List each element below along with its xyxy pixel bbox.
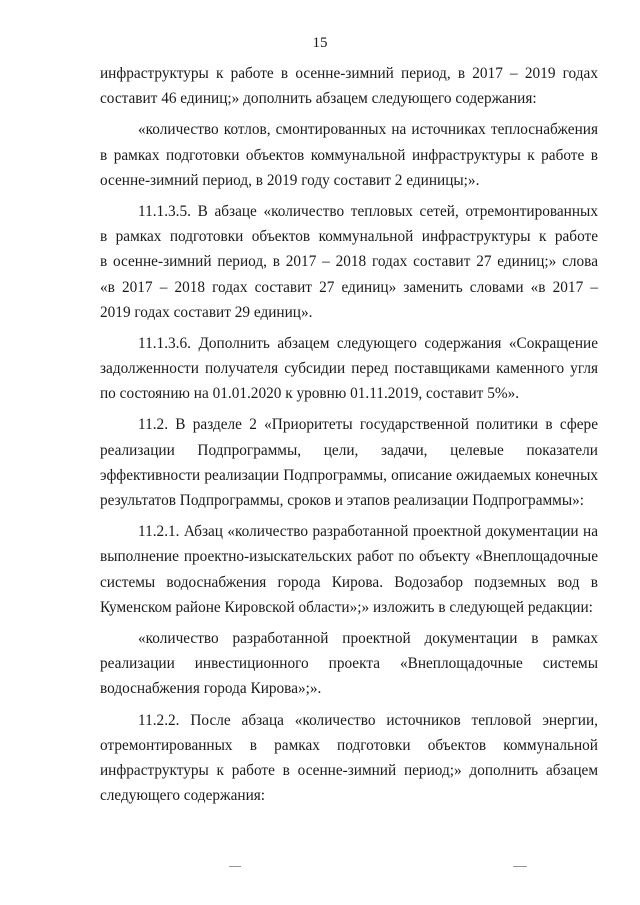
text-line: задолженности получателя субсидии перед поставщиками каменного угля xyxy=(100,360,598,378)
text-line: составит 46 единиц;» дополнить абзацем следующего содержания: xyxy=(100,90,537,108)
text-line: отремонтированных в рамках подготовки объектов коммунальной xyxy=(100,736,598,754)
text-line: в осенне-зимний период, в 2017 – 2018 годах составит 27 единиц;» слова xyxy=(100,253,598,271)
text-line: 11.2. В разделе 2 «Приоритеты государственной политики в сфере xyxy=(138,416,598,434)
paragraph xyxy=(100,519,598,620)
paragraph xyxy=(100,412,598,513)
scan-artifact xyxy=(513,866,527,867)
text-line: системы водоснабжения города Кирова. Водозабор подземных вод в xyxy=(100,573,598,591)
text-line: 11.2.1. Абзац «количество разработанной проектной документации на xyxy=(138,523,598,541)
paragraph xyxy=(100,626,598,702)
text-line: следующего содержания: xyxy=(100,787,266,805)
text-line: инфраструктуры к работе в осенне-зимний период;» дополнить абзацем xyxy=(100,761,598,779)
text-line: «количество котлов, смонтированных на источниках теплоснабжения xyxy=(138,121,598,139)
text-line: «в 2017 – 2018 годах составит 27 единиц» заменить словами «в 2017 – xyxy=(100,278,598,296)
text-line: 11.1.3.5. В абзаце «количество тепловых сетей, отремонтированных xyxy=(138,202,598,220)
text-line: 11.1.3.6. Дополнить абзацем следующего содержания «Сокращение xyxy=(138,334,598,352)
text-line: реализации Подпрограммы, цели, задачи, целевые показатели xyxy=(100,441,598,459)
text-line: осенне-зимний период, в 2019 году составит 2 единицы;». xyxy=(100,171,480,189)
text-line: в рамках подготовки объектов коммунальной инфраструктуры к работе в xyxy=(100,146,598,164)
document-body xyxy=(100,61,598,808)
text-line: в рамках подготовки объектов коммунальной инфраструктуры к работе xyxy=(100,228,598,246)
text-line: инфраструктуры к работе в осенне-зимний период, в 2017 – 2019 годах xyxy=(100,65,598,82)
text-line: по состоянию на 01.01.2020 к уровню 01.11.2019, составит 5%». xyxy=(100,385,520,403)
text-line: реализации инвестиционного проекта «Внеплощадочные системы xyxy=(100,655,598,673)
text-line: Куменском районе Кировской области»;» изложить в следующей редакции: xyxy=(100,598,593,616)
paragraph xyxy=(100,199,598,325)
text-line: «количество разработанной проектной документации в рамках xyxy=(138,629,598,647)
text-line: 2019 годах составит 29 единиц». xyxy=(100,303,313,321)
scan-artifact xyxy=(229,866,241,867)
paragraph xyxy=(100,61,598,111)
paragraph xyxy=(100,331,598,407)
text-line: водоснабжения города Кирова»;». xyxy=(100,680,322,698)
paragraph xyxy=(100,117,598,193)
page-number: 15 xyxy=(312,35,328,51)
text-line: 11.2.2. После абзаца «количество источников тепловой энергии, xyxy=(138,711,598,729)
paragraph xyxy=(100,708,598,809)
text-line: эффективности реализации Подпрограммы, описание ожидаемых конечных xyxy=(100,466,598,484)
text-line: результатов Подпрограммы, сроков и этапов реализации Подпрограммы»: xyxy=(100,492,585,509)
text-line: выполнение проектно-изыскательских работ по объекту «Внеплощадочные xyxy=(100,548,598,566)
